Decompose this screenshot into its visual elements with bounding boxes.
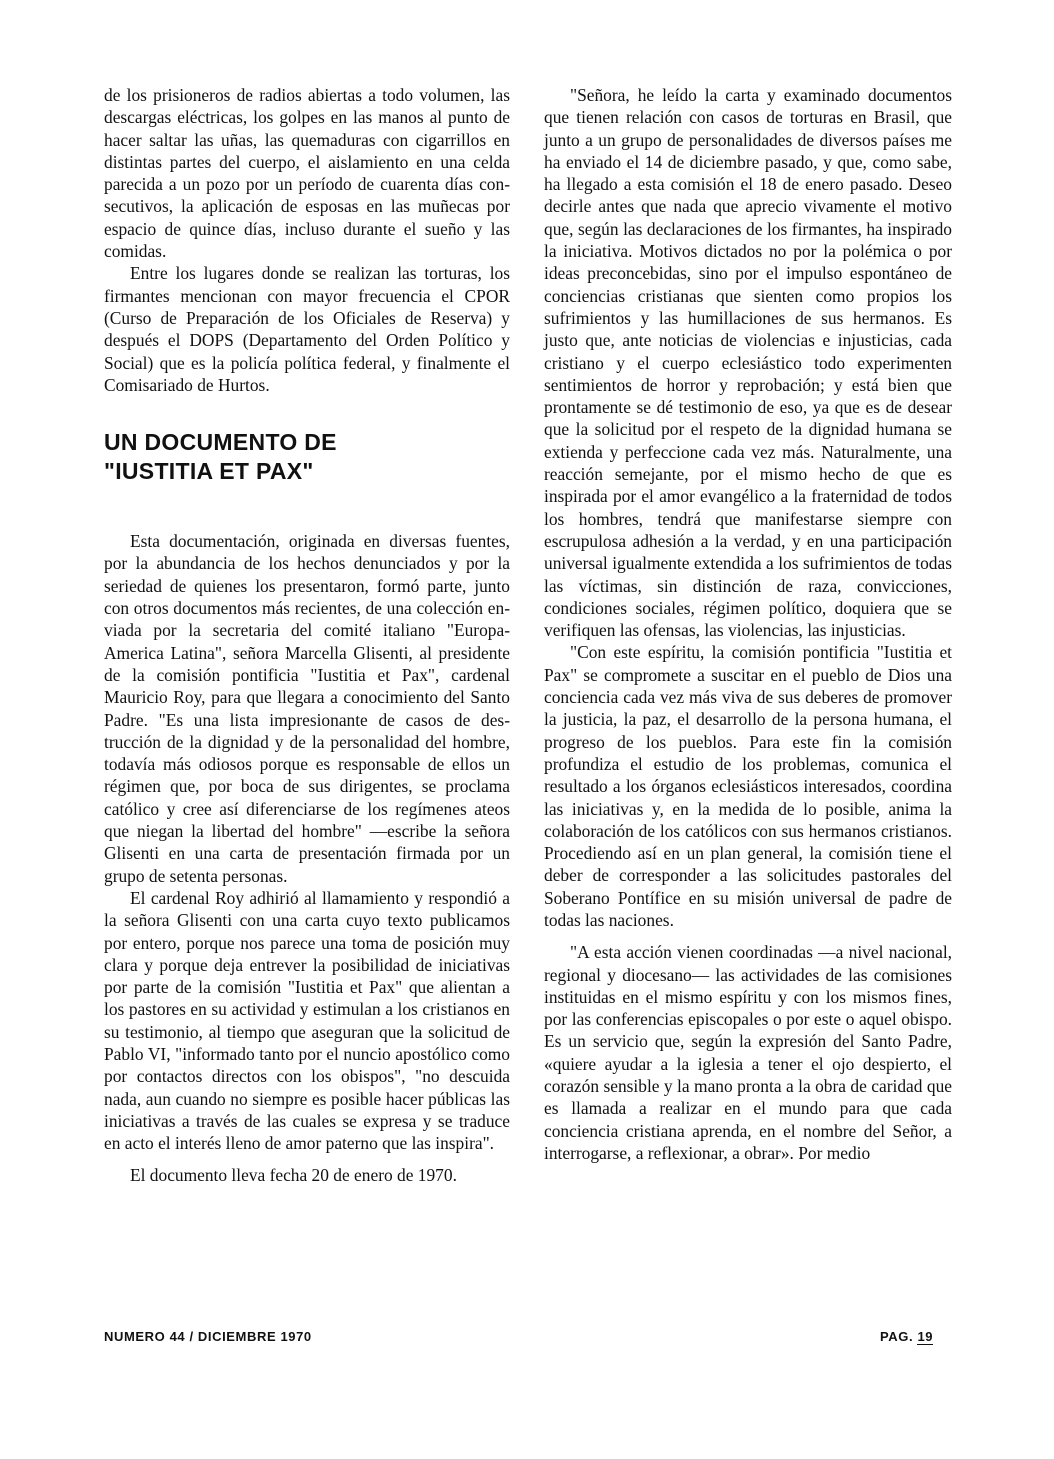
- section-heading-line: "IUSTITIA ET PAX": [104, 458, 314, 485]
- body-paragraph: El documento lleva fecha 20 de enero de 1970.: [130, 1165, 457, 1186]
- section-heading: [104, 428, 510, 486]
- right-column: [544, 84, 952, 1164]
- page-label: PAG.: [880, 1329, 914, 1344]
- body-paragraph: Esta documentación, originada en diversas fuentes, por la abundancia de los hechos denunciados y por la seriedad de quienes los presentaron, formó parte, junto con otros documentos más recientes, de una colección enviada por la secretaria del comité italiano "Europa-America Latina", señora Marcella Glisenti, al presidente de la comisión pontificia "Iustitia et Pax", cardenal Mauricio Roy, para que llegara a conocimiento del Santo Padre. "Es una lista impresionante de casos de destrucción de la dignidad y de la personalidad del hombre, todavía más odiosos porque es responsable de ellos un régimen que, por boca de sus dirigentes, se proclama católico y cree así diferenciarse de los regímenes ateos que niegan la libertad del hombre" —escribe la señora Glisenti en una carta de presentación firmada por un grupo de setenta personas.: [104, 531, 510, 886]
- section-heading-line: UN DOCUMENTO DE: [104, 429, 337, 456]
- left-column: [104, 84, 510, 1187]
- quoted-letter-paragraph: "Señora, he leído la carta y examinado documentos que tienen relación con casos de torturas en Brasil, que junto a un grupo de personalidades de diversos países me ha enviado el 14 de diciembre pasado, y que, como sabe, ha llegado a esta comisión el 18 de enero pasado. Deseo decirle antes que nada que aprecio vivamente el motivo que, según las declaraciones de los firmantes, ha inspirado la iniciativa. Motivos dictados no por la polémica o por ideas preconcebidas, sino por el impulso espontáneo de conciencias cristianas que sienten como propios los sufrimientos y las humillaciones de sus hermanos. Es justo que, ante noticias de violencias e injusticias, cada cristiano y el cuerpo eclesiástico todo experimenten sentimientos de horror y reprobación; y está bien que prontamente se dé testimonio de eso, ya que es de desear que la solicitud por el respeto de la dignidad humana se extienda y perfeccione cada vez más. Naturalmente, una reacción semejante, por el mismo hecho de que es inspirada por el amor evangélico a la fraternidad de todos los hombres, tendrá que manifestarse siempre con escrupulosa adhesión a la verdad, y en una participación universal igualmente extendida a los sufrimientos de todas las víctimas, sin distinción de raza, convicciones, condiciones sociales, régimen político, doquiera que se verifiquen las ofensas, las violencias, las injusticias.: [544, 85, 952, 641]
- body-paragraph: de los prisioneros de radios abiertas a todo volumen, las descargas eléctricas, los golpes en las manos al punto de hacer saltar las uñas, las quemaduras con cigarrillos en distintas partes del cuerpo, el aislamiento en una celda parecida a un pozo por un período de cuarenta días consecutivos, la aplicación de esposas en las muñecas por espacio de quince días, incluso durante el sueño y las comidas.: [104, 85, 510, 262]
- body-paragraph: Entre los lugares donde se realizan las torturas, los firmantes mencionan con mayor frecuencia el CPOR (Curso de Preparación de los Oficiales de Reserva) y después el DOPS (Departamento del Orden Político y Social) que es la policía política federal, y finalmente el Comisariado de Hurtos.: [104, 263, 510, 395]
- quoted-letter-paragraph: "Con este espíritu, la comisión pontificia "Iustitia et Pax" se compromete a suscitar en el pueblo de Dios una conciencia cada vez más viva de sus deberes de promover la justicia, la paz, el desarrollo de la persona humana, el progreso de los pueblos. Para este fin la comisión profundiza el estudio de los problemas, comunica el resultado a los órganos eclesiásticos interesados, coordina las iniciativas y, en la medida de lo posible, anima la colaboración de los católicos con sus hermanos cristianos. Procediendo así en un plan general, la comisión tiene el deber de corresponder a las solicitudes pastorales del Soberano Pontífice en su misión universal de padre de todas las naciones.: [544, 642, 952, 930]
- quoted-letter-paragraph: "A esta acción vienen coordinadas —a nivel nacional, regional y diocesano— las actividades de las comisiones instituidas en el mismo espíritu y con los mismos fines, por las conferencias episcopales o por este o aquel obispo. Es un servicio que, según la expresión del Santo Padre, «quiere ayudar a la iglesia a tener el ojo despierto, el corazón sensible y la mano pronta a la obra de caridad que es llamada a realizar en el mundo para que cada conciencia cristiana aprenda, en el nombre del Señor, a interrogarse, a reflexionar, a obrar». Por medio: [544, 942, 952, 1163]
- body-paragraph: El cardenal Roy adhirió al llamamiento y respondió a la señora Glisenti con una carta cuyo texto publicamos por entero, porque nos parece una toma de posición muy clara y porque deja entrever la posibilidad de iniciativas por parte de la comisión "Iustitia et Pax" que alientan a los pastores en su actividad y estimulan a los cristianos en su testimonio, al tiempo que aseguran que la solicitud de Pablo VI, "informado tanto por el nuncio apostólico como por contactos directos con los obispos", "no descuida nada, aun cuando no siempre es posible hacer públicas las iniciativas a través de las cuales se expresa y se traduce en acto el interés lleno de amor paterno que las inspira".: [104, 887, 510, 1154]
- issue-footer: NUMERO 44 / DICIEMBRE 1970: [104, 1329, 312, 1344]
- page-number: 19: [917, 1329, 934, 1344]
- page-footer: [880, 1329, 933, 1344]
